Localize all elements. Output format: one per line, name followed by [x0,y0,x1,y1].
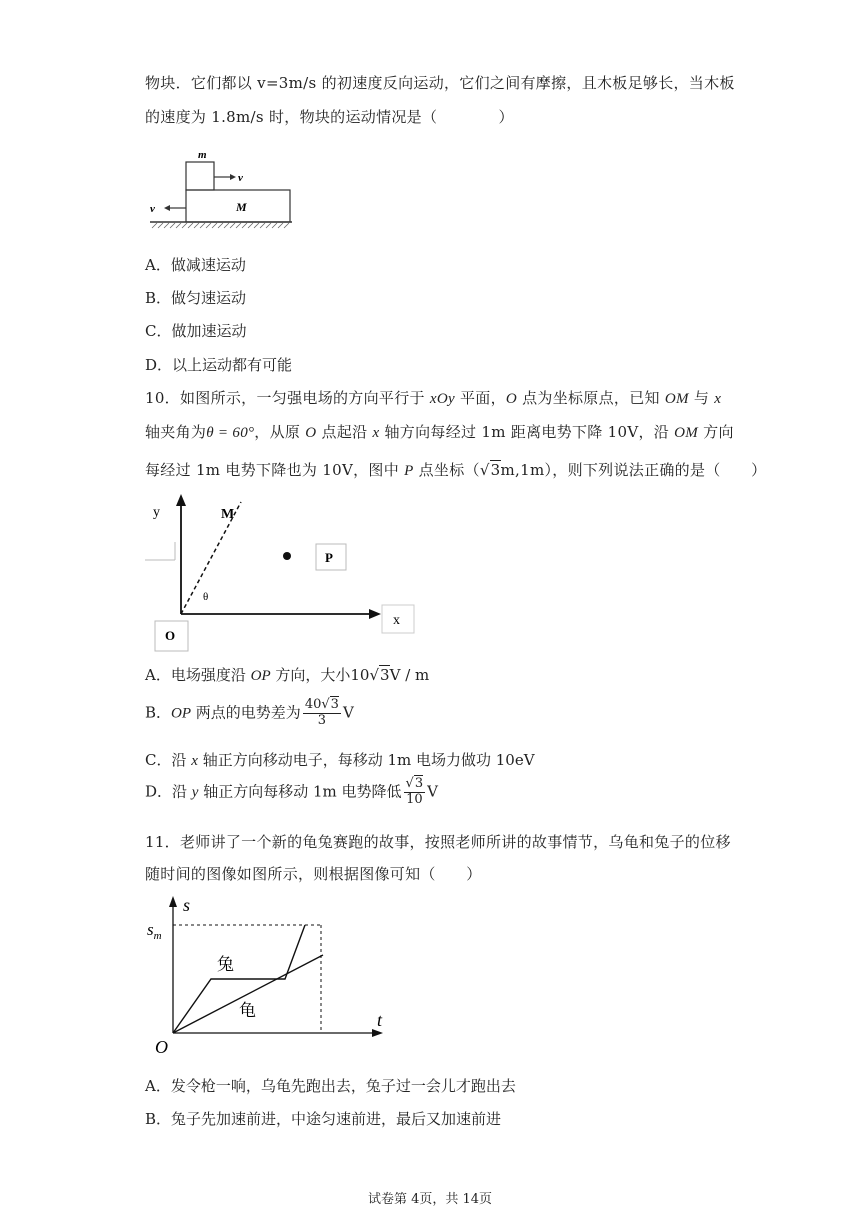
arrow-right-icon [230,174,236,180]
displacement-time-graph [145,893,395,1058]
electric-field-figure [145,492,415,652]
fig9-label-m: m [198,149,207,161]
q10-option-d: D．沿 y 轴正方向每移动 1m 电势降低 $\frac{√3}{10}$ V [145,776,438,807]
s-arrow-icon [169,896,177,907]
ground-hatch [152,223,289,228]
q9-text-line2: 的速度为 1.8m/s 时，物块的运动情况是（ ） [145,108,514,126]
block-board-figure [150,146,292,236]
q9-text-line1: 物块．它们都以 v=3m/s 的初速度反向运动，它们之间有摩擦，且木板足够长，当木板 [145,74,735,92]
fig10-label-x: x [393,613,400,628]
graph-label-t: t [377,1010,383,1030]
t-arrow-icon [372,1029,383,1037]
q11-option-b: B．兔子先加速前进，中途匀速前进，最后又加速前进 [145,1110,502,1128]
fig10-label-theta: θ [203,591,209,603]
fig9-label-M: M [236,200,247,214]
fig9-label-v-top: v [238,172,243,184]
graph-label-rabbit: 兔 [217,955,234,974]
fig10-label-y: y [153,505,160,520]
q10-option-b: B．OP 两点的电势差为 $\frac{40√3}{3}$ V [145,697,354,728]
turtle-line [173,955,323,1033]
graph-label-s: s [183,895,191,915]
graph-label-O: O [155,1037,168,1057]
y-arrow-icon [176,494,186,506]
q10-option-a: A．电场强度沿 OP 方向，大小10√3V / m [145,666,430,684]
q9-option-b: B．做匀速运动 [145,289,247,307]
point-p [283,552,291,560]
small-block [186,162,214,190]
q10-text-line2: 轴夹角为θ = 60°，从原 O 点起沿 x 轴方向每经过 1m 距离电势下降 10V，沿 OM 方向 [145,423,734,441]
fig9-label-v-left: v [150,203,155,215]
graph-label-turtle: 龟 [239,1001,256,1020]
q11-text-line1: 11．老师讲了一个新的龟兔赛跑的故事，按照老师所讲的故事情节，乌龟和兔子的位移 [145,833,731,851]
q11-text-line2: 随时间的图像如图所示，则根据图像可知（ ） [145,865,482,883]
q9-option-c: C．做加速运动 [145,322,247,340]
q11-option-a: A．发令枪一响，乌龟先跑出去，兔子过一会儿才跑出去 [145,1077,516,1095]
fig10-label-P: P [325,550,333,565]
x-arrow-icon [369,609,381,619]
graph-label-sm: $s_m$ [147,920,162,942]
q10-text-line1: 10．如图所示，一匀强电场的方向平行于 xOy 平面，O 点为坐标原点，已知 OM 与 x [145,389,722,407]
fig10-label-M: M [221,507,235,522]
q10-text-line3: 每经过 1m 电势下降也为 10V，图中 P 点坐标（√3m,1m），则下列说法正确的是（ ） [145,461,767,479]
fig10-label-O: O [165,628,176,643]
arrow-left-icon [164,205,170,211]
page-footer: 试卷第 4页，共 14页 [367,1192,493,1207]
q9-option-d: D．以上运动都有可能 [145,356,293,374]
q9-option-a: A．做减速运动 [145,256,246,274]
q10-option-c: C．沿 x 轴正方向移动电子，每移动 1m 电场力做功 10eV [145,751,535,769]
